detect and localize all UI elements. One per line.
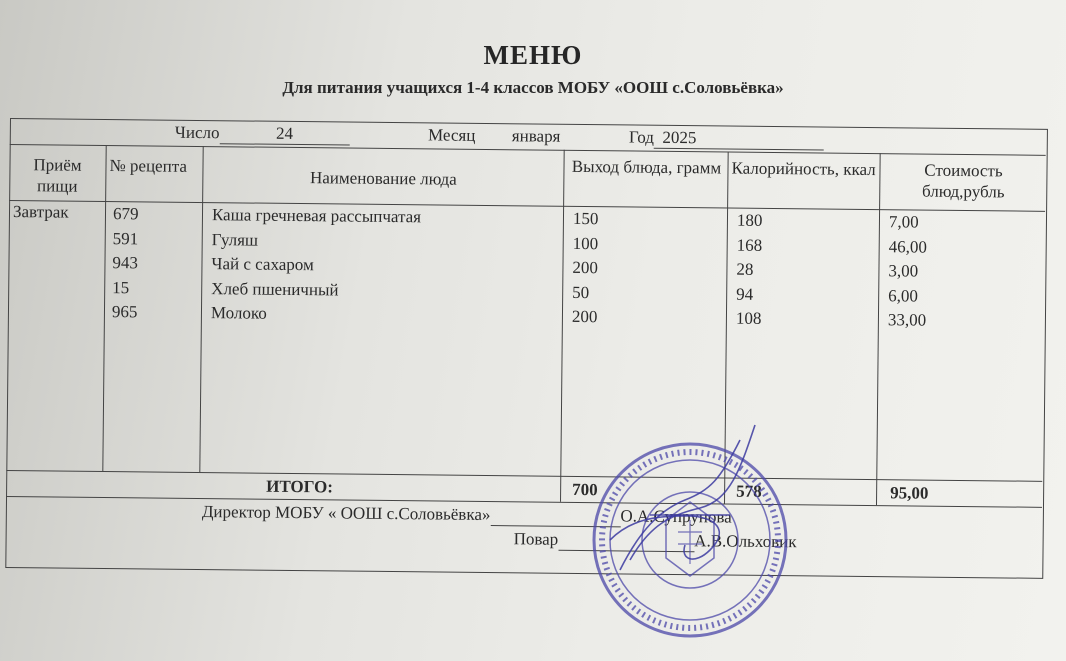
table-cell-recipe: 15 [112, 277, 130, 297]
totals-yield: 700 [572, 479, 598, 500]
header-cost: Стоимость блюд,рубль [921, 160, 1005, 202]
table-cell-recipe: 679 [112, 204, 139, 224]
table-cell-name: Хлеб пшеничный [211, 278, 339, 299]
month-label: Месяц [427, 125, 476, 145]
month-value: января [511, 126, 561, 146]
table-cell-name: Каша гречневая рассыпчатая [211, 205, 422, 227]
header-calories: Калорийность, ккал [731, 158, 876, 180]
table-cell-yield: 100 [572, 233, 599, 253]
table-cell-calories: 180 [736, 210, 763, 230]
table-cell-calories: 108 [735, 308, 762, 328]
menu-table [5, 118, 1050, 579]
calories-column [736, 209, 763, 332]
table-cell-calories: 168 [736, 235, 763, 255]
table-cell-name: Молоко [210, 303, 267, 323]
table-cell-yield: 200 [572, 257, 599, 278]
table-cell-yield: 200 [571, 306, 598, 327]
totals-cost: 95,00 [890, 483, 929, 503]
year-label: Год [628, 127, 655, 147]
day-label: Число [174, 122, 220, 143]
table-cell-recipe: 591 [112, 228, 139, 248]
table-cell-yield: 50 [572, 282, 590, 302]
yield-column [572, 207, 599, 330]
table-cell-calories: 94 [736, 284, 754, 304]
totals-calories: 578 [736, 481, 762, 501]
header-yield: Выход блюда, грамм [571, 156, 722, 178]
table-cell-name: Гуляш [211, 229, 259, 250]
table-cell-cost: 6,00 [888, 285, 919, 306]
name-column [211, 203, 421, 328]
table-cell-yield: 150 [572, 208, 599, 229]
header-recipe: № рецепта [109, 156, 188, 176]
signature-scribble-icon [590, 420, 790, 590]
table-cell-cost: 7,00 [888, 212, 919, 232]
cook-name: А.В.Ольховик [694, 531, 797, 552]
document-subtitle: Для питания учащихся 1-4 классов МОБУ «ООШ с.Соловьёвка» [282, 78, 784, 97]
totals-label: ИТОГО: [266, 476, 334, 497]
header-name: Наименование люда [309, 168, 457, 189]
table-cell-cost: 3,00 [888, 261, 919, 281]
director-name: О.А.Супрунова [620, 506, 732, 527]
table-cell-calories: 28 [736, 259, 754, 279]
table-cell-recipe: 943 [112, 253, 139, 273]
document-title: МЕНЮ [483, 40, 583, 70]
recipe-column [112, 202, 139, 325]
cook-label: Повар [513, 529, 559, 549]
director-label: Директор МОБУ « ООШ с.Соловьёвка» [201, 502, 491, 525]
meal-name: Завтрак [12, 202, 69, 222]
table-cell-name: Чай с сахаром [211, 254, 314, 275]
day-value: 24 [219, 123, 349, 145]
table-cell-cost: 33,00 [887, 310, 927, 330]
table-cell-recipe: 965 [111, 302, 138, 322]
header-meal: Приём пищи [33, 155, 82, 196]
cost-column [888, 210, 928, 333]
table-cell-cost: 46,00 [888, 236, 928, 257]
year-value: 2025 [654, 128, 824, 151]
